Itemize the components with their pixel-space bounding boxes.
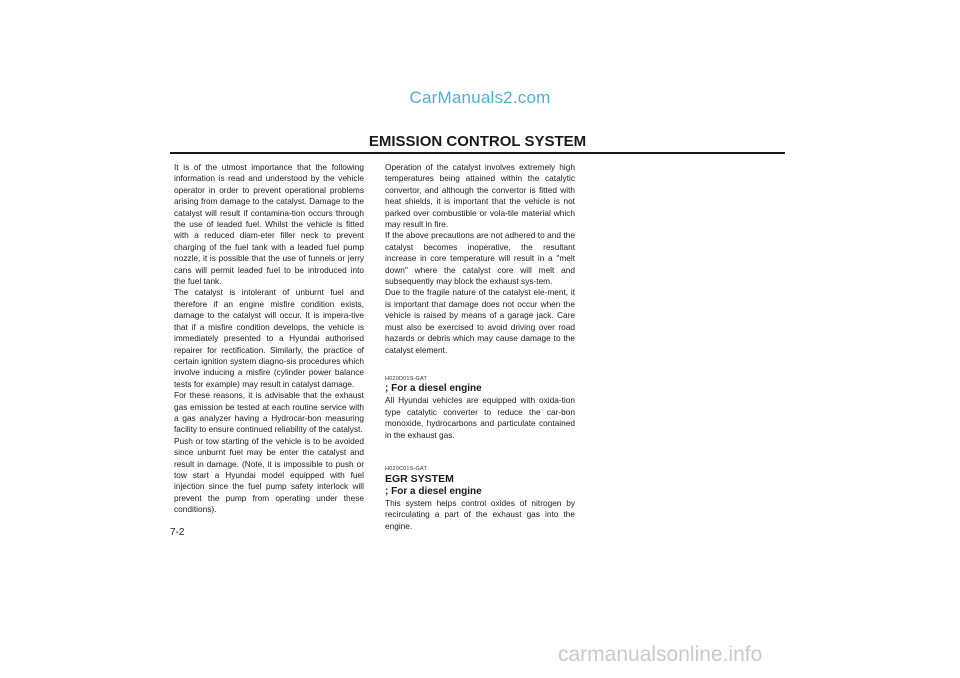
section-title-egr: EGR SYSTEM xyxy=(385,473,454,486)
paragraph-melt-down: If the above precautions are not adhered to and the catalyst becomes inoperative, the resultant increase in core temperature will result in a "melt down" where the catalyst core will melt and subsequently may block the exhaust sys-tem. xyxy=(385,230,575,287)
subhead-diesel-catalyst: ; For a diesel engine xyxy=(385,382,482,394)
page-number: 7-2 xyxy=(170,527,185,538)
paragraph-misfire: The catalyst is intolerant of unburnt fuel and therefore if an engine misfire condition exists, damage to the catalyst will occur. It is impera-tive that if a misfire condition develops, the vehicle is immediately presented to a Hyundai authorised repairer for rectification. Similarly, the practice of certain ignition system diagno-sis procedures which involve inducing a misfire (cylinder power balance tests for example) may result in catalyst damage. xyxy=(174,287,364,389)
section-code-catalyst: H020D01S-GAT xyxy=(385,375,428,382)
paragraph-fragile: Due to the fragile nature of the catalyst ele-ment, it is important that damage does not occur when the vehicle is raised by means of a garage jack. Care must also be exercised to avoid driving over road hazards or debris which may cause damage to the catalyst element. xyxy=(385,287,575,355)
paragraph-temperature: Operation of the catalyst involves extremely high temperatures being attained within the catalytic convertor, and although the convertor is fitted with heat shields, it is important that the vehicle is not parked over combustible or vola-tile material which may result in fire. xyxy=(385,162,575,230)
left-column xyxy=(174,162,364,516)
right-column xyxy=(385,162,575,532)
page-title: EMISSION CONTROL SYSTEM xyxy=(368,133,587,150)
paragraph-egr: This system helps control oxides of nitrogen by recirculating a part of the exhaust gas into the engine. xyxy=(385,498,575,531)
header-divider xyxy=(170,152,785,154)
paragraph-push-tow: Push or tow starting of the vehicle is to be avoided since unburnt fuel may be enter the catalyst and result in damage. (Note, it is impossible to push or tow start a Hyundai model equipped with fuel injection since the fuel pump safety interlock will prevent the pump from operating under these conditions). xyxy=(174,435,364,515)
section-code-egr: H020C01S-GAT xyxy=(385,466,428,473)
paragraph-contamination: It is of the utmost importance that the following information is read and understood by the vehicle operator in order to prevent operational problems arising from damage to the catalyst. Damage to the catalyst will result if contamina-tion occurs through the use of leaded fuel. Whilst the vehicle is fitted with a reduced diam-eter filler neck to prevent charging of the fuel tank with a leaded fuel pump nozzle, it is possible that the use of funnels or jerry cans will permit leaded fuel to be introduced into the fuel tank. xyxy=(174,162,364,287)
paragraph-oxidation-catalyst: All Hyundai vehicles are equipped with oxida-tion type catalytic converter to reduce the car-bon monoxide, hydrocarbons and particulate contained in the exhaust gas. xyxy=(385,395,575,440)
watermark-carmanualsonline[interactable]: carmanualsonline.info xyxy=(558,643,763,666)
subhead-diesel-egr: ; For a diesel engine xyxy=(385,485,482,497)
watermark-carmanuals2[interactable]: CarManuals2.com xyxy=(409,88,551,107)
paragraph-emission-test: For these reasons, it is advisable that the exhaust gas emission be tested at each routine service with a gas analyzer having a Hydrocar-bon measuring facility to ensure continued reliability of the catalyst. xyxy=(174,390,364,435)
